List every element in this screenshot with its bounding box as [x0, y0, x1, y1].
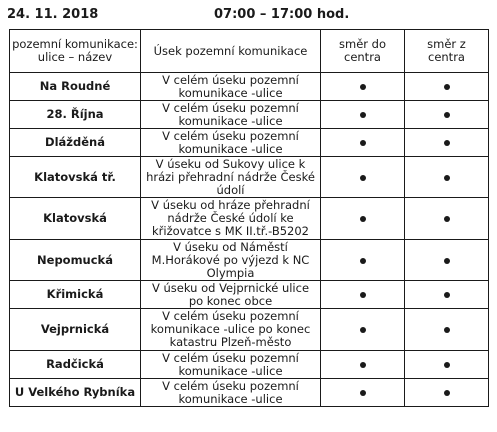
- table-row: [10, 157, 489, 198]
- from-center-cell: [405, 379, 489, 407]
- table-row: [10, 351, 489, 379]
- bullet-icon: [360, 112, 366, 118]
- road-name-cell: Na Roudné: [10, 73, 141, 101]
- bullet-icon: [444, 84, 450, 90]
- bullet-icon: [444, 327, 450, 333]
- to-center-cell: [321, 309, 405, 351]
- from-center-cell: [405, 101, 489, 129]
- bullet-icon: [360, 362, 366, 368]
- road-section-cell: V úseku od Náměstí M.Horákové po výjezd k NC Olympia: [141, 240, 321, 281]
- bullet-icon: [360, 140, 366, 146]
- road-name-cell: Klatovská: [10, 198, 141, 240]
- closure-date: 24. 11. 2018: [7, 7, 99, 22]
- closure-time: 07:00 – 17:00 hod.: [214, 7, 350, 22]
- table-row: [10, 240, 489, 281]
- table-header-row: [10, 30, 489, 73]
- table-row: [10, 379, 489, 407]
- to-center-cell: [321, 198, 405, 240]
- road-name-cell: U Velkého Rybníka: [10, 379, 141, 407]
- road-name-cell: Nepomucká: [10, 240, 141, 281]
- table-row: [10, 129, 489, 157]
- from-center-cell: [405, 198, 489, 240]
- table-row: [10, 281, 489, 309]
- road-section-cell: V úseku od Vejprnické ulice po konec obce: [141, 281, 321, 309]
- from-center-cell: [405, 309, 489, 351]
- road-closure-table: [9, 29, 489, 407]
- to-center-cell: [321, 73, 405, 101]
- bullet-icon: [444, 292, 450, 298]
- from-center-cell: [405, 157, 489, 198]
- to-center-cell: [321, 281, 405, 309]
- bullet-icon: [360, 327, 366, 333]
- road-section-cell: V celém úseku pozemní komunikace -ulice: [141, 73, 321, 101]
- bullet-icon: [360, 175, 366, 181]
- to-center-cell: [321, 351, 405, 379]
- road-section-cell: V celém úseku pozemní komunikace -ulice: [141, 379, 321, 407]
- to-center-cell: [321, 157, 405, 198]
- to-center-cell: [321, 240, 405, 281]
- road-section-cell: V celém úseku pozemní komunikace -ulice: [141, 129, 321, 157]
- bullet-icon: [360, 84, 366, 90]
- road-section-cell: V úseku od hráze přehradní nádrže České údolí ke křižovatce s MK II.tř.-B5202: [141, 198, 321, 240]
- road-section-cell: V úseku od Sukovy ulice k hrázi přehradní nádrže České údolí: [141, 157, 321, 198]
- from-center-cell: [405, 351, 489, 379]
- road-name-cell: Křimická: [10, 281, 141, 309]
- bullet-icon: [444, 258, 450, 264]
- column-header-road-name: pozemní komunikace: ulice – název: [10, 30, 141, 73]
- from-center-cell: [405, 240, 489, 281]
- bullet-icon: [360, 292, 366, 298]
- table-row: [10, 101, 489, 129]
- table-body: [10, 73, 489, 407]
- bullet-icon: [444, 216, 450, 222]
- header: [7, 7, 490, 27]
- column-header-section: Úsek pozemní komunikace: [141, 30, 321, 73]
- road-name-cell: Vejprnická: [10, 309, 141, 351]
- bullet-icon: [360, 390, 366, 396]
- from-center-cell: [405, 281, 489, 309]
- bullet-icon: [444, 140, 450, 146]
- road-section-cell: V celém úseku pozemní komunikace -ulice: [141, 101, 321, 129]
- to-center-cell: [321, 379, 405, 407]
- road-name-cell: Klatovská tř.: [10, 157, 141, 198]
- table-row: [10, 73, 489, 101]
- from-center-cell: [405, 73, 489, 101]
- table-row: [10, 198, 489, 240]
- to-center-cell: [321, 129, 405, 157]
- to-center-cell: [321, 101, 405, 129]
- table-row: [10, 309, 489, 351]
- bullet-icon: [444, 112, 450, 118]
- column-header-from-center: směr z centra: [405, 30, 489, 73]
- column-header-to-center: směr do centra: [321, 30, 405, 73]
- road-name-cell: Dlážděná: [10, 129, 141, 157]
- from-center-cell: [405, 129, 489, 157]
- bullet-icon: [444, 390, 450, 396]
- bullet-icon: [444, 175, 450, 181]
- road-section-cell: V celém úseku pozemní komunikace -ulice: [141, 351, 321, 379]
- road-name-cell: 28. Října: [10, 101, 141, 129]
- road-name-cell: Radčická: [10, 351, 141, 379]
- road-section-cell: V celém úseku pozemní komunikace -ulice po konec katastru Plzeň-město: [141, 309, 321, 351]
- bullet-icon: [444, 362, 450, 368]
- bullet-icon: [360, 216, 366, 222]
- bullet-icon: [360, 258, 366, 264]
